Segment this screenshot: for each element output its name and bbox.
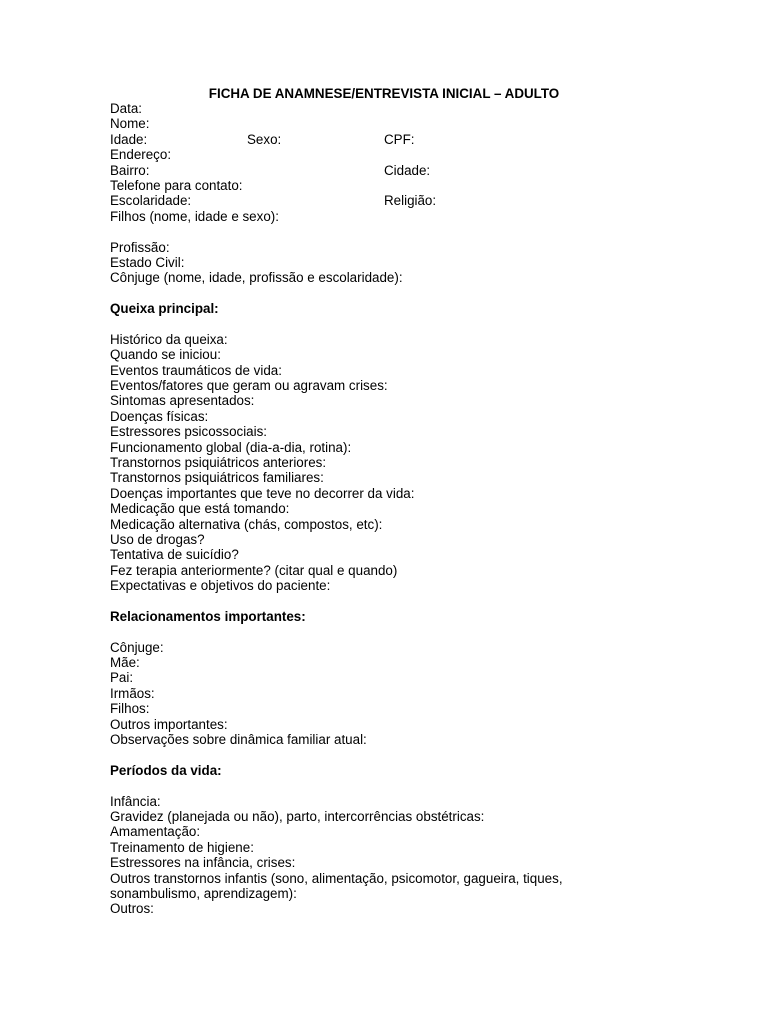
row-idade-sexo-cpf: [110, 132, 710, 147]
relacionamento-item: Cônjuge:: [110, 639, 164, 655]
field-filhos: Filhos (nome, idade e sexo):: [110, 208, 279, 224]
field-estado-civil: Estado Civil:: [110, 254, 185, 270]
relacionamento-item: Outros importantes:: [110, 716, 228, 732]
field-endereco: Endereço:: [110, 147, 172, 163]
periodo-item: Estressores na infância, crises:: [110, 855, 296, 871]
queixa-item: Fez terapia anteriormente? (citar qual e quando): [110, 562, 398, 578]
form-body: [110, 101, 710, 917]
queixa-item: Expectativas e objetivos do paciente:: [110, 578, 331, 594]
queixa-item: Doenças físicas:: [110, 408, 209, 424]
section-heading-relacionamentos: Relacionamentos importantes:: [110, 608, 306, 624]
queixa-item: Estressores psicossociais:: [110, 424, 268, 440]
field-sexo: Sexo:: [247, 131, 282, 147]
row-escolaridade-religiao: [110, 193, 710, 208]
queixa-item: Transtornos psiquiátricos anteriores:: [110, 454, 327, 470]
field-data: Data:: [110, 101, 143, 116]
queixa-item: Sintomas apresentados:: [110, 393, 255, 409]
periodo-item: Outros:: [110, 901, 154, 917]
queixa-item: Quando se iniciou:: [110, 347, 221, 363]
relacionamento-item: Pai:: [110, 670, 134, 686]
periodo-item: Gravidez (planejada ou não), parto, intercorrências obstétricas:: [110, 808, 485, 824]
queixa-item: Histórico da queixa:: [110, 331, 228, 347]
field-cidade: Cidade:: [384, 162, 431, 178]
queixa-item: Eventos traumáticos de vida:: [110, 362, 282, 378]
periodo-item: Amamentação:: [110, 824, 201, 840]
field-conjuge: Cônjuge (nome, idade, profissão e escolaridade):: [110, 270, 403, 286]
form-title: FICHA DE ANAMNESE/ENTREVISTA INICIAL – ADULTO: [208, 86, 560, 101]
field-escolaridade: Escolaridade:: [110, 193, 192, 209]
periodo-item: Infância:: [110, 793, 161, 809]
relacionamento-item: Observações sobre dinâmica familiar atual:: [110, 732, 367, 748]
queixa-item: Doenças importantes que teve no decorrer da vida:: [110, 485, 415, 501]
section-heading-queixa: Queixa principal:: [110, 301, 219, 317]
field-cpf: CPF:: [384, 131, 415, 147]
field-profissao: Profissão:: [110, 239, 170, 255]
field-telefone: Telefone para contato:: [110, 177, 243, 193]
queixa-item: Tentativa de suicídio?: [110, 547, 239, 563]
row-bairro-cidade: [110, 163, 710, 178]
periodo-item: Outros transtornos infantis (sono, alimentação, psicomotor, gagueira, tiques, sonambulismo, aprendizagem):: [110, 870, 563, 901]
section-heading-periodos: Períodos da vida:: [110, 762, 222, 778]
queixa-item: Eventos/fatores que geram ou agravam crises:: [110, 378, 388, 394]
relacionamento-item: Filhos:: [110, 701, 150, 717]
field-nome: Nome:: [110, 116, 150, 132]
queixa-item: Medicação alternativa (chás, compostos, etc):: [110, 516, 383, 532]
queixa-item: Medicação que está tomando:: [110, 501, 290, 517]
field-idade: Idade:: [110, 131, 148, 147]
periodo-item: Treinamento de higiene:: [110, 839, 254, 855]
queixa-item: Funcionamento global (dia-a-dia, rotina):: [110, 439, 352, 455]
relacionamento-item: Irmãos:: [110, 685, 155, 701]
queixa-item: Uso de drogas?: [110, 531, 205, 547]
relacionamento-item: Mãe:: [110, 655, 140, 671]
field-bairro: Bairro:: [110, 162, 150, 178]
field-religiao: Religião:: [384, 193, 437, 209]
queixa-item: Transtornos psiquiátricos familiares:: [110, 470, 324, 486]
